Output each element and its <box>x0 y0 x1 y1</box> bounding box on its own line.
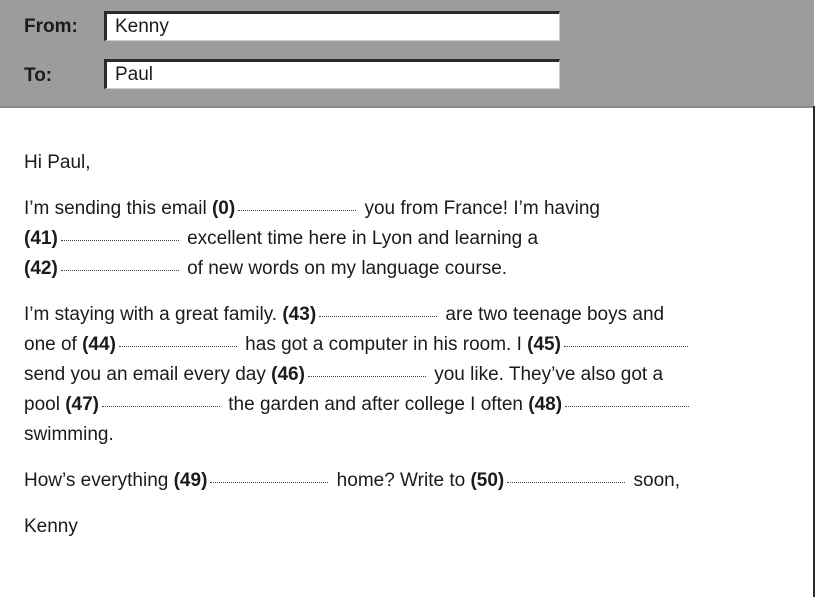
text-segment: How’s everything <box>24 470 174 491</box>
from-label: From: <box>24 16 78 37</box>
text-segment: has got a computer in his room. I <box>239 334 528 355</box>
gap-blank-43[interactable] <box>319 315 437 317</box>
text-segment: you from France! I’m having <box>359 198 600 219</box>
gap-blank-46[interactable] <box>308 375 426 377</box>
gap-number-46: (46) <box>271 364 305 385</box>
to-label: To: <box>24 65 53 86</box>
gap-blank-50[interactable] <box>507 481 625 483</box>
text-segment: of new words on my language course. <box>181 258 508 279</box>
gap-blank-42[interactable] <box>61 269 179 271</box>
text-segment: soon, <box>628 470 681 491</box>
gap-number-50: (50) <box>470 470 505 491</box>
email-body <box>24 148 794 558</box>
gap-number-0: (0) <box>211 198 236 219</box>
gap-blank-41[interactable] <box>61 239 179 241</box>
text-segment: I’m sending this email <box>24 198 212 219</box>
gap-number-45: (45) <box>527 334 561 355</box>
greeting: Hi Paul, <box>24 152 91 173</box>
gap-number-47: (47) <box>65 394 99 415</box>
gap-number-49: (49) <box>173 470 208 491</box>
text-segment: are two teenage boys and <box>440 304 665 325</box>
signoff: Kenny <box>24 516 78 537</box>
from-field[interactable]: Kenny <box>104 11 560 41</box>
gap-number-44: (44) <box>82 334 116 355</box>
gap-number-43: (43) <box>282 304 317 325</box>
gap-blank-0[interactable] <box>238 209 356 211</box>
text-segment: send you an email every day <box>24 364 272 385</box>
paragraph-3 <box>24 466 794 496</box>
email-header <box>0 0 814 108</box>
gap-blank-47[interactable] <box>102 405 220 407</box>
gap-blank-44[interactable] <box>119 345 237 347</box>
text-segment: you like. They’ve also got a <box>428 364 664 385</box>
text-segment: home? Write to <box>331 470 471 491</box>
paragraph-1 <box>24 194 794 284</box>
gap-number-41: (41) <box>24 228 58 249</box>
paragraph-2 <box>24 300 794 450</box>
text-segment: pool <box>24 394 66 415</box>
gap-blank-49[interactable] <box>210 481 328 483</box>
to-field[interactable]: Paul <box>104 59 560 89</box>
text-segment: excellent time here in Lyon and learning a <box>181 228 539 249</box>
text-segment: swimming. <box>24 424 114 445</box>
gap-number-42: (42) <box>24 258 58 279</box>
email-frame-border <box>813 106 815 597</box>
gap-number-48: (48) <box>528 394 563 415</box>
text-segment: I’m staying with a great family. <box>24 304 283 325</box>
gap-blank-45[interactable] <box>564 345 688 347</box>
text-segment: the garden and after college I often <box>223 394 529 415</box>
gap-blank-48[interactable] <box>565 405 689 407</box>
text-segment: one of <box>24 334 83 355</box>
